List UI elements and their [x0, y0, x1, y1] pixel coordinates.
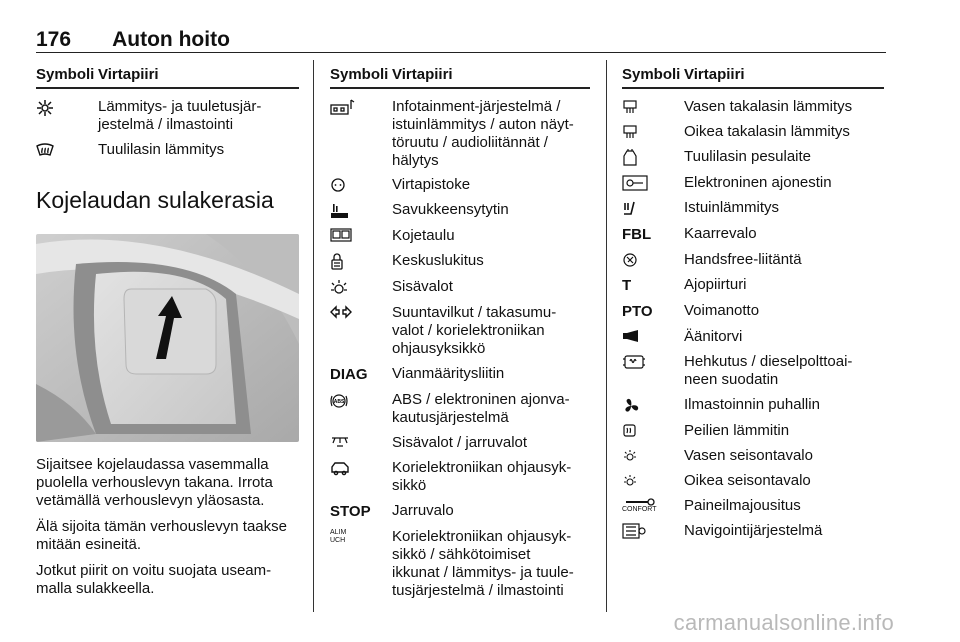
- table-row: [330, 304, 590, 358]
- symbol-header: Symboli: [36, 66, 95, 83]
- brake-interior-light-icon: [330, 434, 392, 452]
- table-row: [330, 502, 590, 521]
- mirror-heat-icon: [622, 422, 684, 440]
- row-text: Handsfree-liitäntä: [684, 251, 802, 268]
- row-text: Oikea takalasin lämmitys: [684, 123, 850, 140]
- row-text: Vasen takalasin lämmitys: [684, 98, 853, 115]
- table-row: [330, 176, 590, 194]
- table-row: [330, 459, 590, 495]
- row-text: Korielektroniikan ohjausyk- sikkö / sähkötoimiset ikkunat / lämmitys- ja tuule- tusjärjestelmä / ilmastointi: [392, 528, 574, 599]
- paragraph: Jotkut piirit on voitu suojata useam- malla sulakkeella.: [36, 562, 272, 597]
- left-parking-light-icon: [622, 447, 684, 465]
- table-row: [330, 528, 590, 600]
- column-divider: [606, 60, 607, 612]
- row-text: Voimanotto: [684, 302, 760, 319]
- table-row: [330, 365, 590, 384]
- horn-icon: [622, 328, 684, 346]
- table-row: [622, 98, 884, 116]
- row-text: Peilien lämmitin: [684, 422, 790, 439]
- row-text: Sisävalot / jarruvalot: [392, 434, 528, 451]
- row-text: Istuinlämmitys: [684, 199, 780, 216]
- table-row: [622, 148, 884, 167]
- windscreen-heating-icon: [36, 141, 98, 159]
- circuit-header: Virtapiiri: [98, 66, 159, 83]
- circuit-header: Virtapiiri: [684, 66, 745, 83]
- svg-text:ABS: ABS: [333, 399, 345, 405]
- table-row: [622, 199, 884, 218]
- row-text: Kaarrevalo: [684, 225, 757, 242]
- row-text: Paineilmajousitus: [684, 497, 801, 514]
- row-text: Tuulilasin pesulaite: [684, 148, 812, 165]
- table-row: [330, 227, 590, 245]
- page-header: [36, 28, 230, 52]
- table-row: [622, 497, 884, 515]
- table-header: [622, 66, 884, 89]
- fuse-box-photo: [36, 234, 299, 442]
- table-row: [622, 396, 884, 415]
- instrument-panel-icon: [330, 227, 392, 245]
- table-header: [330, 66, 590, 89]
- table-row: [622, 174, 884, 192]
- table-row: [622, 422, 884, 440]
- table-row: [330, 278, 590, 297]
- table-row: [622, 276, 884, 295]
- abs-icon: [330, 391, 392, 427]
- row-text: Virtapistoke: [392, 176, 471, 193]
- row-text: Keskuslukitus: [392, 252, 484, 269]
- row-text: Navigointijärjestelmä: [684, 522, 823, 539]
- defrost-vent-icon: [36, 98, 98, 134]
- table-row: [36, 141, 299, 159]
- row-text: Suuntavilkut / takasumu- valot / korielektroniikan ohjausyksikkö: [392, 304, 557, 357]
- column-2: [330, 66, 590, 600]
- glow-plug-icon: [622, 353, 684, 389]
- fan-icon: [622, 396, 684, 415]
- seat-heating-icon: [622, 199, 684, 218]
- table-row: [36, 98, 299, 134]
- right-parking-light-icon: [622, 472, 684, 490]
- row-text: Jarruvalo: [392, 502, 454, 519]
- infotainment-icon: [330, 98, 392, 170]
- table-row: [622, 472, 884, 490]
- table-row: [330, 98, 590, 170]
- page-title: Auton hoito: [112, 28, 230, 51]
- column-divider: [313, 60, 314, 612]
- handsfree-icon: [622, 251, 684, 269]
- header-rule: [36, 52, 886, 53]
- page-number: 176: [36, 28, 72, 51]
- row-text: Oikea seisontavalo: [684, 472, 811, 489]
- right-mirror-heat-icon: [622, 123, 684, 141]
- washer-pump-icon: [622, 148, 684, 167]
- column-3: [622, 66, 884, 540]
- table-row: [622, 353, 884, 389]
- table-row: [622, 251, 884, 269]
- turn-signal-icon: [330, 304, 392, 358]
- left-mirror-heat-icon: [622, 98, 684, 116]
- table-row: [622, 522, 884, 540]
- row-text: Äänitorvi: [684, 328, 743, 345]
- power-socket-icon: [330, 176, 392, 194]
- row-text: Vianmääritysliitin: [392, 365, 505, 382]
- row-text: Vasen seisontavalo: [684, 447, 813, 464]
- table-row: [622, 447, 884, 465]
- symbol-header: Symboli: [330, 66, 389, 83]
- row-text: Lämmitys- ja tuuletusjär- jestelmä / ilmastointi: [98, 98, 262, 133]
- t-symbol: T: [622, 277, 632, 294]
- row-text: Savukkeensytytin: [392, 201, 509, 218]
- symbol-header: Symboli: [622, 66, 681, 83]
- table-row: [622, 123, 884, 141]
- tachograph-icon: [622, 174, 684, 192]
- stop-symbol: STOP: [330, 503, 371, 520]
- cigarette-lighter-icon: [330, 201, 392, 220]
- section-title: Kojelaudan sulakerasia: [36, 187, 274, 213]
- table-row: [330, 252, 590, 271]
- column-1: [36, 66, 299, 598]
- confort-icon: CONFORT: [622, 497, 684, 515]
- row-text: Korielektroniikan ohjausyk- sikkö: [392, 459, 572, 494]
- row-text: Ajopiirturi: [684, 276, 747, 293]
- table-row: [622, 302, 884, 321]
- body-control-icon: [330, 459, 392, 495]
- table-row: [622, 225, 884, 244]
- paragraph: Älä sijoita tämän verhouslevyn taakse mitään esineitä.: [36, 518, 287, 553]
- central-locking-icon: [330, 252, 392, 271]
- table-header: [36, 66, 299, 89]
- alim-uch-symbol: ALIM UCH: [330, 529, 347, 544]
- row-text: Elektroninen ajonestin: [684, 174, 832, 191]
- row-text: Ilmastoinnin puhallin: [684, 396, 820, 413]
- watermark: carmanualsonline.info: [673, 610, 894, 635]
- pto-symbol: PTO: [622, 303, 653, 320]
- row-text: Kojetaulu: [392, 227, 455, 244]
- row-text: Tuulilasin lämmitys: [98, 141, 225, 158]
- paragraph: Sijaitsee kojelaudassa vasemmalla puolella verhouslevyn takana. Irrota vetämällä verhouslevyn yläosasta.: [36, 456, 273, 509]
- row-text: Hehkutus / dieselpolttoai- neen suodatin: [684, 353, 853, 388]
- fbl-symbol: FBL: [622, 226, 652, 243]
- circuit-header: Virtapiiri: [392, 66, 453, 83]
- table-row: [330, 201, 590, 220]
- table-row: [622, 328, 884, 346]
- diag-symbol: DIAG: [330, 366, 368, 383]
- row-text: Infotainment-järjestelmä / istuinlämmitys / auton näyt- töruutu / audioliitännät / hälytys: [392, 98, 574, 169]
- table-row: [330, 391, 590, 427]
- row-text: Sisävalot: [392, 278, 453, 295]
- table-row: [330, 434, 590, 452]
- navigation-icon: [622, 522, 684, 540]
- row-text: ABS / elektroninen ajonva- kautusjärjestelmä: [392, 391, 570, 426]
- interior-light-icon: [330, 278, 392, 297]
